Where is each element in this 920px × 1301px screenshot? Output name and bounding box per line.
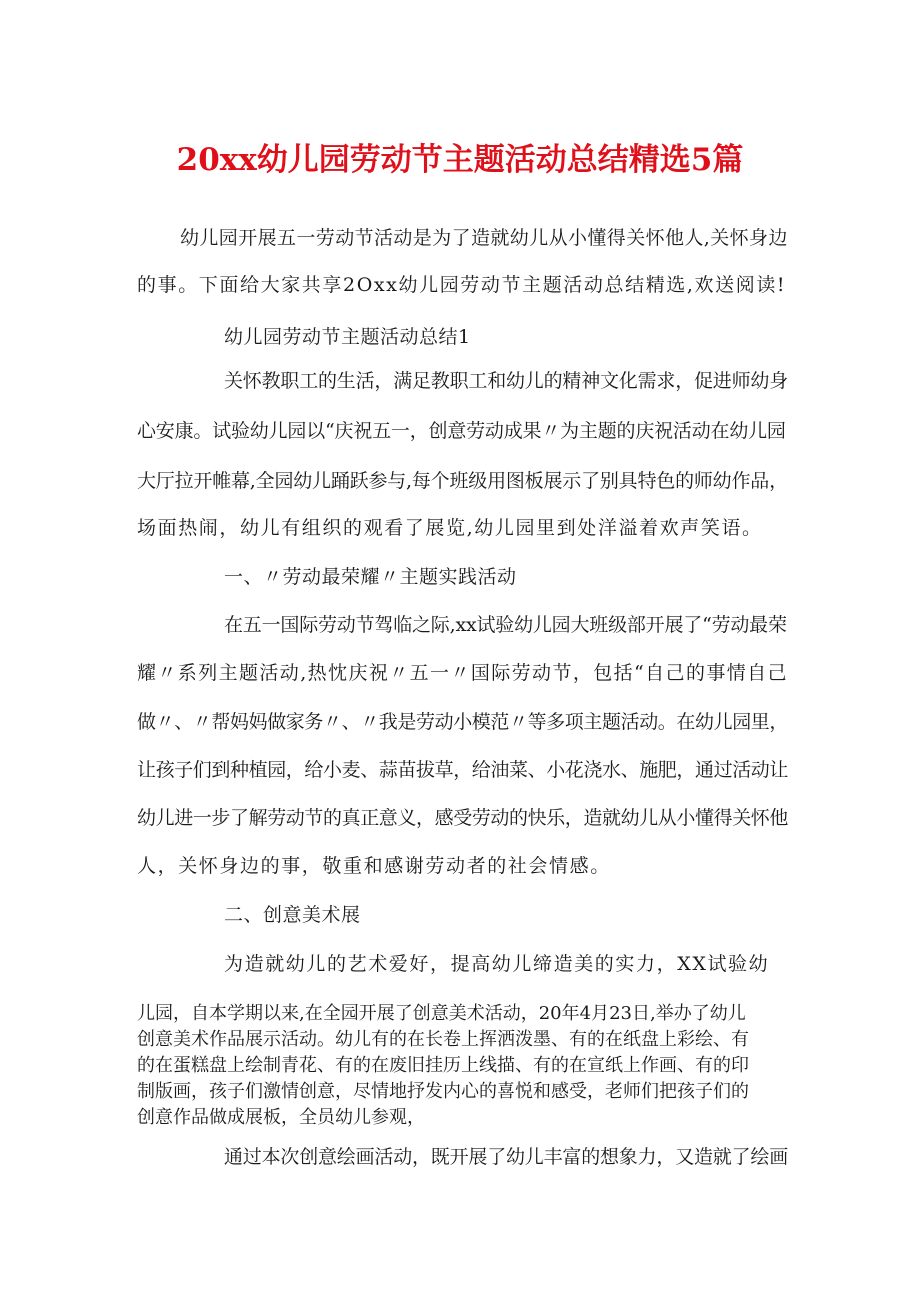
para2-line-6: 人，关怀身边的事，敬重和感谢劳动者的社会情感。 <box>137 855 611 877</box>
intro-line-1: 幼儿园开展五一劳动节活动是为了造就幼儿从小懂得关怀他人,关怀身边 <box>180 227 788 249</box>
para3-line-1: 为造就幼儿的艺术爱好，提高幼儿缔造美的实力，XX试验幼 <box>224 953 770 975</box>
para2-line-3: 做〃、〃帮妈妈做家务〃、〃我是劳动小模范〃等多项主题活动。在幼儿园里， <box>137 711 789 733</box>
intro-line-2: 的事。下面给大家共享2Oxx幼儿园劳动节主题活动总结精选,欢送阅读! <box>137 274 787 296</box>
para3-line-3: 创意美术作品展示活动。幼儿有的在长卷上挥洒泼墨、有的在纸盘上彩绘、有 <box>137 1029 749 1050</box>
heading-two: 二、创意美术展 <box>224 904 361 926</box>
para2-line-2: 耀〃系列主题活动,热忱庆祝〃五一〃国际劳动节，包括“自己的事情自己 <box>137 662 788 684</box>
para2-line-4: 让孩子们到种植园，给小麦、蒜苗拔草，给油菜、小花浇水、施肥，通过活动让 <box>137 759 789 781</box>
para4-line-1: 通过本次创意绘画活动，既开展了幼儿丰富的想象力，又造就了绘画 <box>224 1146 789 1168</box>
para3-line-5: 制版画，孩子们激情创意，尽情地抒发内心的喜悦和感受，老师们把孩子们的 <box>137 1081 749 1102</box>
para2-line-1: 在五一国际劳动节驾临之际,xx试验幼儿园大班级部开展了“劳动最荣 <box>224 614 787 636</box>
para3-line-4: 的在蛋糕盘上绘制青花、有的在废旧挂历上线描、有的在宣纸上作画、有的印 <box>137 1055 749 1076</box>
para1-line-4: 场面热闹，幼儿有组织的观看了展览,幼儿园里到处洋溢着欢声笑语。 <box>137 517 763 539</box>
document-title: 20xx幼儿园劳动节主题活动总结精选5篇 <box>176 142 744 178</box>
heading-one: 一、〃劳动最荣耀〃主题实践活动 <box>224 566 517 588</box>
para1-line-1: 关怀教职工的生活，满足教职工和幼儿的精神文化需求，促进师幼身 <box>224 370 789 392</box>
para1-line-2: 心安康。试验幼儿园以“庆祝五一，创意劳动成果〃为主题的庆祝活动在幼儿园 <box>137 420 786 442</box>
para2-line-5: 幼儿进一步了解劳动节的真正意义，感受劳动的快乐，造就幼儿从小懂得关怀他 <box>137 807 789 829</box>
para3-line-2: 儿园，自本学期以来,在全园开展了创意美术活动，20年4月23日,举办了幼儿 <box>137 1003 746 1024</box>
para1-line-3: 大厅拉开帷幕,全园幼儿踊跃参与,每个班级用图板展示了别具特色的师幼作品， <box>137 470 788 492</box>
section-heading-1: 幼儿园劳动节主题活动总结1 <box>224 326 471 348</box>
para3-line-6: 创意作品做成展板，全员幼儿参观， <box>137 1107 425 1128</box>
